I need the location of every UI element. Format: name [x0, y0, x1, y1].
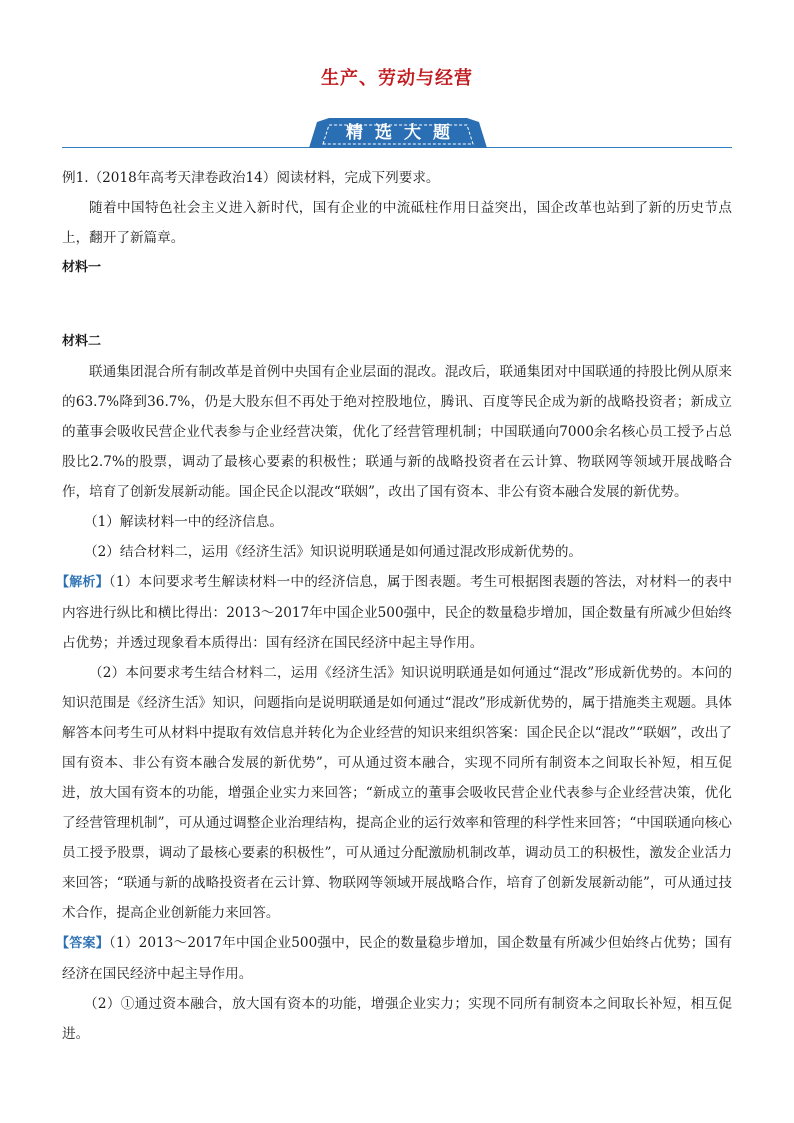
question-intro: 例1.（2018年高考天津卷政治14）阅读材料，完成下列要求。	[62, 170, 440, 186]
banner-label: 精选大题	[346, 123, 462, 143]
analysis-tag: 【解析】	[56, 575, 109, 590]
answer-tag: 【答案】	[56, 936, 109, 951]
question-background: 随着中国特色社会主义进入新时代，国有企业的中流砥柱作用日益突出，国企改革也站到了新的历史节点上，翻开了新篇章。	[62, 200, 732, 246]
analysis-text-1: （1）本问要求考生解读材料一中的经济信息，属于图表题。考生可根据图表题的答法，对材料一的表中内容进行纵比和横比得出：2013～2017年中国企业500强中，民企的数量稳步增加，国企数量有所减少但始终占优势；并透过现象看本质得出：国有经济在国民经济中起主导作用。	[62, 574, 732, 651]
answer-paragraph-2: （2）①通过资本融合，放大国有资本的功能，增强企业实力；实现不同所有制资本之间取长补短，相互促进。	[62, 996, 732, 1042]
question-2: （2）结合材料二，运用《经济生活》知识说明联通是如何通过混改形成新优势的。	[84, 544, 583, 560]
question-1: （1）解读材料一中的经济信息。	[84, 514, 283, 530]
material2-text: 联通集团混合所有制改革是首例中央国有企业层面的混改。混改后，联通集团对中国联通的持股比例从原来的63.7%降到36.7%，仍是大股东但不再处于绝对控股地位，腾讯、百度等民企成为新的战略投资者；新成立的董事会吸收民营企业代表参与企业经营决策，优化了经营管理机制；中国联通向7000余名核心员工授予占总股比2.7%的股票，调动了最核心要素的积极性；联通与新的战略投资者在云计算、物联网等领域开展战略合作，培育了创新发展新动能。国企民企以混改“联姻”，改出了国有资本、非公有资本融合发展的新优势。	[62, 364, 732, 500]
analysis-paragraph-1	[56, 567, 732, 658]
page-title: 生产、劳动与经营	[321, 68, 473, 89]
document-body	[56, 163, 732, 1049]
analysis-paragraph-2: （2）本问要求考生结合材料二，运用《经济生活》知识说明联通是如何通过“混改”形成新优势的。本问的知识范围是《经济生活》知识，问题指向是说明联通是如何通过“混改”形成新优势的，属于措施类主观题。具体解答本问考生可从材料中提取有效信息并转化为企业经营的知识来组织答案：国企民企以“混改”“联姻”，改出了国有资本、非公有资本融合发展的新优势”，可从通过资本融合，实现不同所有制资本之间取长补短，相互促进，放大国有资本的功能，增强企业实力来回答；“新成立的董事会吸收民营企业代表参与企业经营决策，优化了经营管理机制”，可从通过调整企业治理结构，提高企业的运行效率和管理的科学性来回答；“中国联通向核心员工授予股票，调动了最核心要素的积极性”，可从通过分配激励机制改革，调动员工的积极性，激发企业活力来回答；“联通与新的战略投资者在云计算、物联网等领域开展战略合作，培育了创新发展新动能”，可从通过技术合作，提高企业创新能力来回答。	[62, 665, 732, 921]
answer-text-1: （1）2013～2017年中国企业500强中，民企的数量稳步增加，国企数量有所减少但始终占优势；国有经济在国民经济中起主导作用。	[62, 935, 732, 982]
answer-paragraph-1	[56, 928, 732, 989]
material1-title: 材料一	[62, 260, 102, 275]
section-banner	[62, 118, 732, 152]
material1-table-placeholder	[62, 283, 732, 327]
material2-title: 材料二	[62, 334, 102, 349]
